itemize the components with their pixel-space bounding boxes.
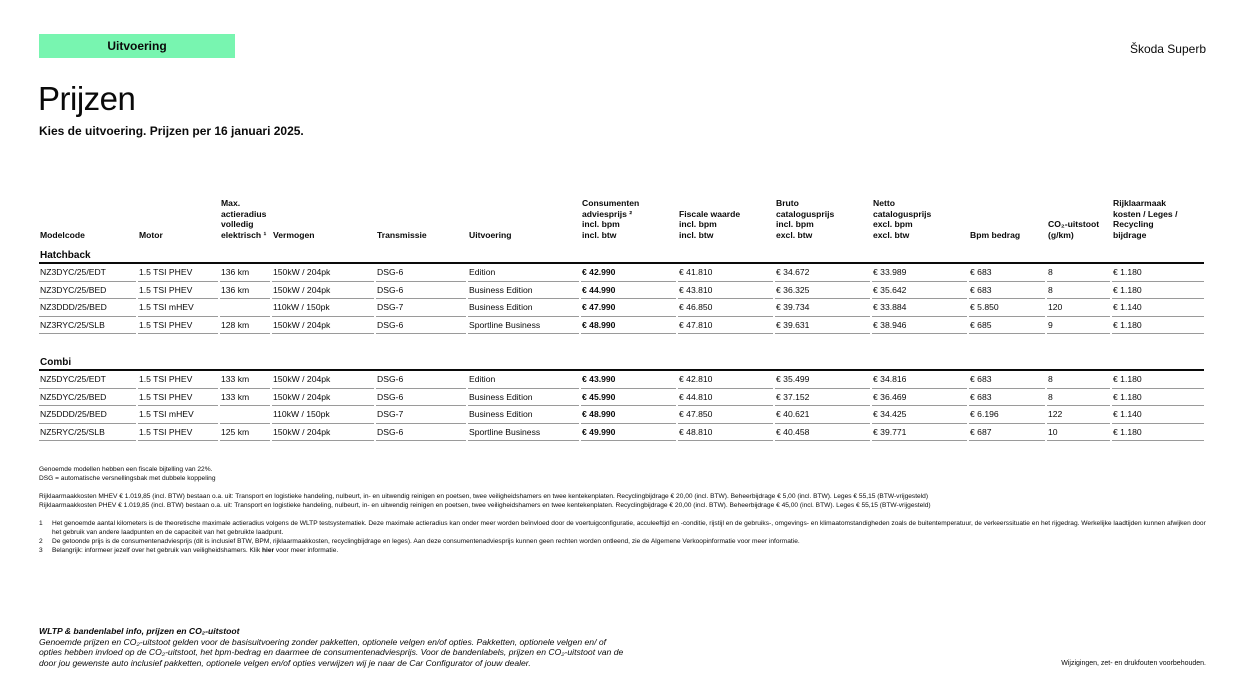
footnote-3 (39, 546, 1209, 555)
column-header-line: Modelcode (40, 229, 85, 240)
table-cell: € 1.140 (1112, 299, 1204, 317)
table-row (39, 424, 1204, 442)
table-cell: 150kW / 204pk (272, 371, 374, 389)
table-cell: € 683 (969, 389, 1045, 407)
table-cell: Sportline Business (468, 317, 579, 335)
footnote-number: 1 (39, 520, 43, 527)
column-header-line: CO₂-uitstoot (1048, 219, 1100, 229)
footnote-number: 2 (39, 538, 43, 545)
table-cell: Business Edition (468, 389, 579, 407)
table-cell: € 35.642 (872, 282, 967, 300)
table-cell: 120 (1047, 299, 1110, 317)
column-header-line: catalogusprijs (776, 208, 835, 219)
column-header-line: incl. bpm (582, 219, 620, 229)
note-line: Genoemde modellen hebben een fiscale bijtelling van 22%. (39, 466, 213, 473)
table-cell: € 35.499 (775, 371, 870, 389)
table-cell: € 1.180 (1112, 424, 1204, 442)
table-cell: € 1.180 (1112, 317, 1204, 335)
column-header-line: Bruto (776, 198, 799, 208)
hier-link[interactable]: hier (262, 547, 275, 554)
footnote-1 (39, 519, 1209, 537)
table-cell: NZ3DYC/25/EDT (39, 264, 136, 282)
table-cell: NZ5RYC/25/SLB (39, 424, 136, 442)
column-header-line: Bpm bedrag (970, 229, 1021, 240)
table-cell: € 48.810 (678, 424, 773, 442)
column-header (376, 198, 466, 244)
footnote-text: Het genoemde aantal kilometers is de theoretische maximale actieradius volgens de WLTP testsystematiek. Deze maximale actieradius kan onder meer worden beïnvloed door de voertuigconfiguratie, acculeeftijd en -conditie, rijstijl en de gebruiks-, omgevings- en klimaatomstandigheden zoals de buitentemperatuur, de verkeerssituatie en het rijgedrag. Werkelijke laadtijden kunnen afwijken door het gebruik van andere laadpunten en de capaciteit van het gebruikte laadpunt. (52, 520, 1206, 536)
table-cell: DSG-6 (376, 282, 466, 300)
table-cell: € 47.850 (678, 406, 773, 424)
table-cell: DSG-7 (376, 406, 466, 424)
table-cell: € 39.734 (775, 299, 870, 317)
table-cell: € 48.990 (581, 317, 676, 335)
table-cell: 1.5 TSI PHEV (138, 317, 218, 335)
column-header-line: Motor (139, 229, 163, 240)
table-cell: € 34.816 (872, 371, 967, 389)
column-header-line: (g/km) (1048, 229, 1074, 240)
column-header-line: Consumenten (582, 198, 640, 208)
table-cell: 1.5 TSI PHEV (138, 282, 218, 300)
column-header-line: Max. (221, 198, 241, 208)
footnote-text-before: Belangrijk: informeer jezelf over het gebruik van veiligheidshamers. Klik (52, 547, 262, 554)
column-header-line: volledig (221, 219, 254, 229)
table-cell: € 42.990 (581, 264, 676, 282)
table-cell: € 687 (969, 424, 1045, 442)
column-header (220, 198, 270, 244)
table-cell: 133 km (220, 371, 270, 389)
table-cell: Edition (468, 264, 579, 282)
table-cell: NZ3RYC/25/SLB (39, 317, 136, 335)
table-cell: € 37.152 (775, 389, 870, 407)
table-row (39, 282, 1204, 300)
table-cell: 110kW / 150pk (272, 406, 374, 424)
page-subtitle: Kies de uitvoering. Prijzen per 16 januari 2025. (39, 124, 304, 138)
column-header-line: Rijklaarmaak (1113, 198, 1167, 208)
column-header-line: Vermogen (273, 229, 315, 240)
table-cell: NZ5DYC/25/EDT (39, 371, 136, 389)
table-cell: 136 km (220, 264, 270, 282)
column-header-line: excl. btw (776, 229, 813, 240)
table-cell: 1.5 TSI PHEV (138, 264, 218, 282)
table-cell: 133 km (220, 389, 270, 407)
column-header (872, 198, 967, 244)
table-cell: 1.5 TSI mHEV (138, 406, 218, 424)
table-cell: DSG-6 (376, 264, 466, 282)
wltp-info (39, 626, 629, 668)
table-cell: € 44.810 (678, 389, 773, 407)
table-cell: € 1.180 (1112, 282, 1204, 300)
table-cell: 8 (1047, 282, 1110, 300)
section-tag: Uitvoering (39, 34, 235, 58)
table-cell: € 43.810 (678, 282, 773, 300)
column-header-line: actieradius (221, 208, 267, 219)
column-header (678, 198, 773, 244)
section-title: Combi (39, 351, 1204, 371)
table-cell: 9 (1047, 317, 1110, 335)
table-cell: € 36.469 (872, 389, 967, 407)
table-cell: € 45.990 (581, 389, 676, 407)
disclaimer: Wijzigingen, zet- en drukfouten voorbehouden. (1061, 660, 1206, 667)
table-cell: NZ3DDD/25/BED (39, 299, 136, 317)
price-table (37, 198, 1206, 441)
column-header-line: adviesprijs ² (582, 208, 633, 219)
footnote-text: De getoonde prijs is de consumentenadviesprijs (dit is inclusief BTW, BPM, rijklaarmaakkosten, recyclingbijdrage en leges). Aan deze consumentenadviesprijs kunnen geen rechten worden ontleend, zie de Algemene Verkoopinformatie voor meer informatie. (52, 538, 800, 545)
table-row (39, 299, 1204, 317)
table-cell: 8 (1047, 371, 1110, 389)
table-cell: € 40.458 (775, 424, 870, 442)
table-cell: DSG-6 (376, 371, 466, 389)
column-header-line: incl. btw (582, 229, 617, 240)
table-cell: € 36.325 (775, 282, 870, 300)
column-header (581, 198, 676, 244)
table-cell: € 48.990 (581, 406, 676, 424)
column-header (138, 198, 218, 244)
table-cell (220, 299, 270, 317)
column-header (1047, 198, 1110, 244)
table-cell: € 46.850 (678, 299, 773, 317)
table-cell: Sportline Business (468, 424, 579, 442)
column-header-line: excl. btw (873, 229, 910, 240)
table-cell: NZ5DYC/25/BED (39, 389, 136, 407)
table-cell: € 5.850 (969, 299, 1045, 317)
table-header (39, 198, 1204, 244)
table-cell: € 683 (969, 264, 1045, 282)
table-cell (220, 406, 270, 424)
table-cell: DSG-6 (376, 317, 466, 335)
table-cell: € 33.884 (872, 299, 967, 317)
table-cell: € 1.180 (1112, 371, 1204, 389)
page-title: Prijzen (38, 80, 136, 117)
wltp-heading: WLTP & bandenlabel info, prijzen en CO₂-uitstoot (39, 626, 240, 636)
table-cell: € 1.180 (1112, 264, 1204, 282)
column-header-line: bijdrage (1113, 229, 1147, 240)
column-header-line: Recycling (1113, 219, 1154, 229)
table-cell: € 42.810 (678, 371, 773, 389)
footnote-number: 3 (39, 547, 43, 554)
table-cell: 110kW / 150pk (272, 299, 374, 317)
notes (39, 465, 1209, 555)
column-header (468, 198, 579, 244)
table-cell: Edition (468, 371, 579, 389)
table-cell: € 683 (969, 282, 1045, 300)
column-header (1112, 198, 1204, 244)
note-line: DSG = automatische versnellingsbak met dubbele koppeling (39, 475, 216, 482)
table-cell: NZ3DYC/25/BED (39, 282, 136, 300)
table-cell: € 44.990 (581, 282, 676, 300)
column-header-line: catalogusprijs (873, 208, 932, 219)
table-cell: 8 (1047, 264, 1110, 282)
table-cell: 150kW / 204pk (272, 389, 374, 407)
column-header-line: incl. btw (679, 229, 714, 240)
table-cell: 150kW / 204pk (272, 317, 374, 335)
brand-label: Škoda Superb (1129, 42, 1206, 56)
wltp-body: Genoemde prijzen en CO₂-uitstoot gelden voor de basisuitvoering zonder pakketten, optionele velgen en/of opties. Pakketten, optionele velgen en/ of opties hebben invloed op de CO₂-uitstoot, het bpm-bedrag en daarmee de consumentenadviesprijs. Voor de bandenlabels, prijzen en CO₂-uitstoot van de door jou gewenste auto inclusief pakketten, optionele velgen en/of opties verwijzen wij je naar de Car Configurator of jouw dealer. (39, 636, 624, 668)
table-cell: € 1.140 (1112, 406, 1204, 424)
column-header (969, 198, 1045, 244)
table-cell: € 38.946 (872, 317, 967, 335)
column-header-line: excl. bpm (873, 219, 913, 229)
table-cell: 122 (1047, 406, 1110, 424)
table-cell: € 685 (969, 317, 1045, 335)
column-header-line: Uitvoering (469, 229, 512, 240)
table-cell: € 47.810 (678, 317, 773, 335)
table-cell: € 47.990 (581, 299, 676, 317)
table-cell: 125 km (220, 424, 270, 442)
table-cell: € 39.771 (872, 424, 967, 442)
table-row (39, 317, 1204, 335)
table-cell: € 33.989 (872, 264, 967, 282)
column-header-line: Netto (873, 198, 895, 208)
section-row (39, 351, 1204, 371)
table-cell: € 683 (969, 371, 1045, 389)
column-header (39, 198, 136, 244)
table-cell: 1.5 TSI PHEV (138, 424, 218, 442)
table-cell: Business Edition (468, 299, 579, 317)
column-header-line: elektrisch ¹ (221, 229, 267, 240)
table-cell: DSG-7 (376, 299, 466, 317)
table-cell: € 1.180 (1112, 389, 1204, 407)
table-cell: € 34.672 (775, 264, 870, 282)
column-header-line: Fiscale waarde (679, 208, 741, 219)
column-header-line: incl. bpm (776, 219, 814, 229)
table-cell: 128 km (220, 317, 270, 335)
table-cell: € 41.810 (678, 264, 773, 282)
footnote-2 (39, 537, 1209, 546)
section-title: Hatchback (39, 244, 1204, 264)
table-cell: € 49.990 (581, 424, 676, 442)
table-cell: € 34.425 (872, 406, 967, 424)
table-body (39, 244, 1204, 441)
table-cell: 1.5 TSI mHEV (138, 299, 218, 317)
footnote-text-after: voor meer informatie. (274, 547, 339, 554)
table-cell: 150kW / 204pk (272, 264, 374, 282)
footnote-text (52, 546, 338, 555)
column-header (775, 198, 870, 244)
table-row (39, 406, 1204, 424)
table-cell: € 43.990 (581, 371, 676, 389)
table-row (39, 371, 1204, 389)
section-row (39, 244, 1204, 264)
table-cell: 10 (1047, 424, 1110, 442)
table-cell: NZ5DDD/25/BED (39, 406, 136, 424)
cost-note: Rijklaarmaakkosten PHEV € 1.019,85 (incl. BTW) bestaan o.a. uit: Transport en logistieke handeling, nulbeurt, in- en uitwendig reinigen en poetsen, twee veiligheidshamers en twee kentekenplaten. Recyclingbijdrage € 20,00 (incl. BTW). Beheerbijdrage € 45,00 (incl. BTW). Leges € 55,15 (BTW-vrijgesteld) (39, 502, 931, 509)
table-cell: Business Edition (468, 406, 579, 424)
column-header-line: Transmissie (377, 229, 427, 240)
table-cell: € 6.196 (969, 406, 1045, 424)
table-cell: DSG-6 (376, 424, 466, 442)
table-cell: 1.5 TSI PHEV (138, 371, 218, 389)
table-cell: 150kW / 204pk (272, 282, 374, 300)
column-header-line: kosten / Leges / (1113, 208, 1178, 219)
table-cell: 1.5 TSI PHEV (138, 389, 218, 407)
table-row (39, 264, 1204, 282)
table-cell: Business Edition (468, 282, 579, 300)
table-cell: € 40.621 (775, 406, 870, 424)
column-header-line: incl. bpm (679, 219, 717, 229)
table-cell: DSG-6 (376, 389, 466, 407)
table-cell: € 39.631 (775, 317, 870, 335)
column-header (272, 198, 374, 244)
table-cell: 136 km (220, 282, 270, 300)
cost-note: Rijklaarmaakkosten MHEV € 1.019,85 (incl. BTW) bestaan o.a. uit: Transport en logistieke handeling, nulbeurt, in- en uitwendig reinigen en poetsen, twee veiligheidshamers en twee kentekenplaten. Recyclingbijdrage € 20,00 (incl. BTW). Beheerbijdrage € 5,00 (incl. BTW). Leges € 55,15 (BTW-vrijgesteld) (39, 493, 929, 500)
table-row (39, 389, 1204, 407)
table-cell: 150kW / 204pk (272, 424, 374, 442)
table-cell: 8 (1047, 389, 1110, 407)
